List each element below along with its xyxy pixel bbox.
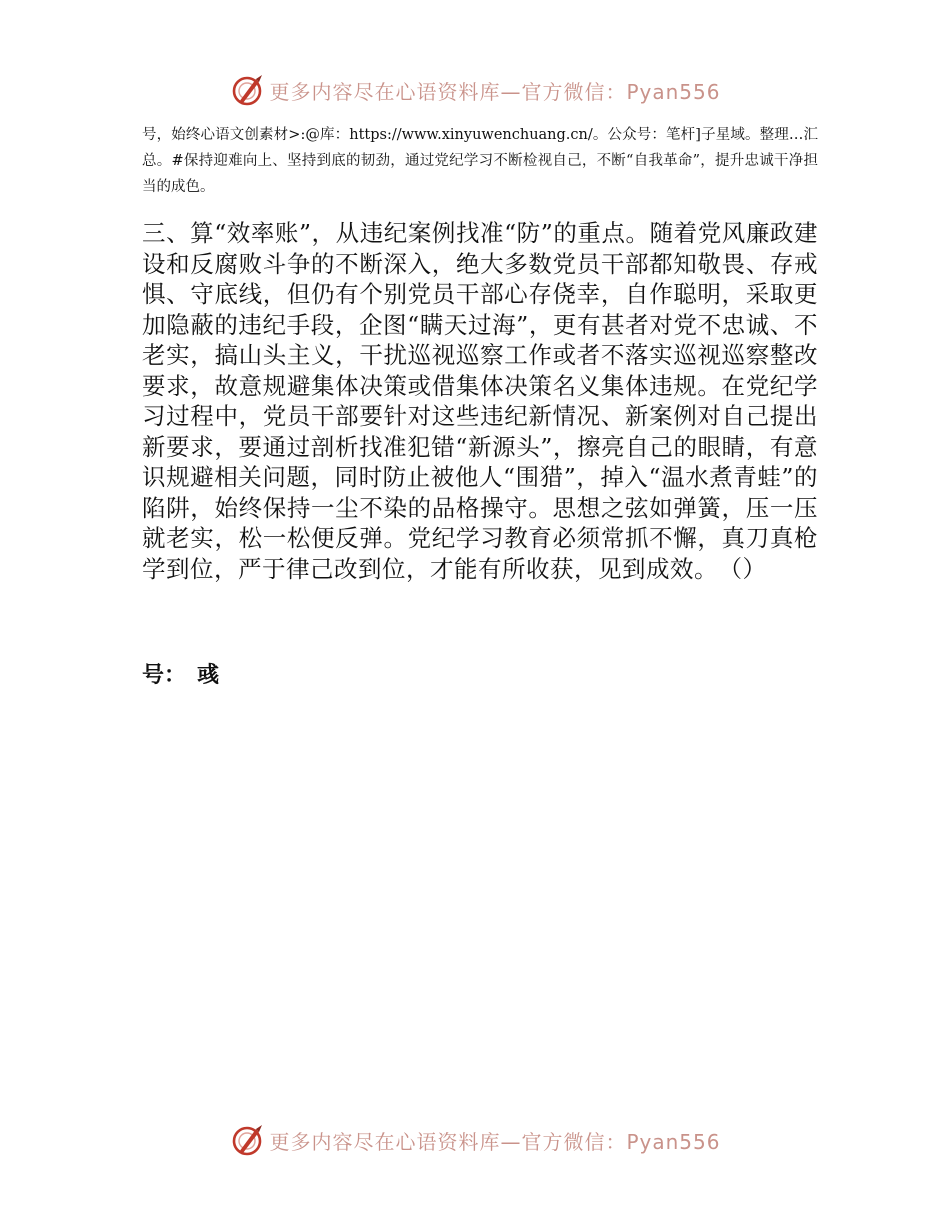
- header-banner: [0, 68, 950, 112]
- footer-banner: [0, 1118, 950, 1162]
- main-paragraph: 三、算“效率账”，从违纪案例找准“防”的重点。随着党风廉政建设和反腐败斗争的不断深入，绝大多数党员干部都知敬畏、存戒惧、守底线，但仍有个别党员干部心存侥幸，自作聪明，采取更加隐蔽的违纪手段，企图“瞒天过海”，更有甚者对党不忠诚、不老实，搞山头主义，干扰巡视巡察工作或者不落实巡视巡察整改要求，故意规避集体决策或借集体决策名义集体违规。在党纪学习过程中，党员干部要针对这些违纪新情况、新案例对自己提出新要求，要通过剖析找准犯错“新源头”，擦亮自己的眼睛，有意识规避相关问题，同时防止被他人“围猎”，掉入“温水煮青蛙”的陷阱，始终保持一尘不染的品格操守。思想之弦如弹簧，压一压就老实，松一松便反弹。党纪学习教育必须常抓不懈，真刀真枪学到位，严于律己改到位，才能有所收获，见到成效。 （）: [142, 219, 818, 583]
- quill-pen-circle-icon: [229, 72, 265, 108]
- intro-paragraph: 号，始终心语文创素材>:@库：https://www.xinyuwenchuang.cn/。公众号：笔杆]子星域。整理…汇总。#保持迎难向上、坚持到底的韧劲，通过党纪学习不断检视自己，不断“自我革命”，提升忠诚干净担当的成色。: [142, 127, 818, 195]
- footer-banner-text: 更多内容尽在心语资料库—官方微信：Pyan556: [269, 1129, 721, 1154]
- closing-line: 号： 彧: [142, 662, 220, 688]
- quill-pen-circle-icon: [229, 1122, 265, 1158]
- header-banner-text: 更多内容尽在心语资料库—官方微信：Pyan556: [269, 79, 721, 104]
